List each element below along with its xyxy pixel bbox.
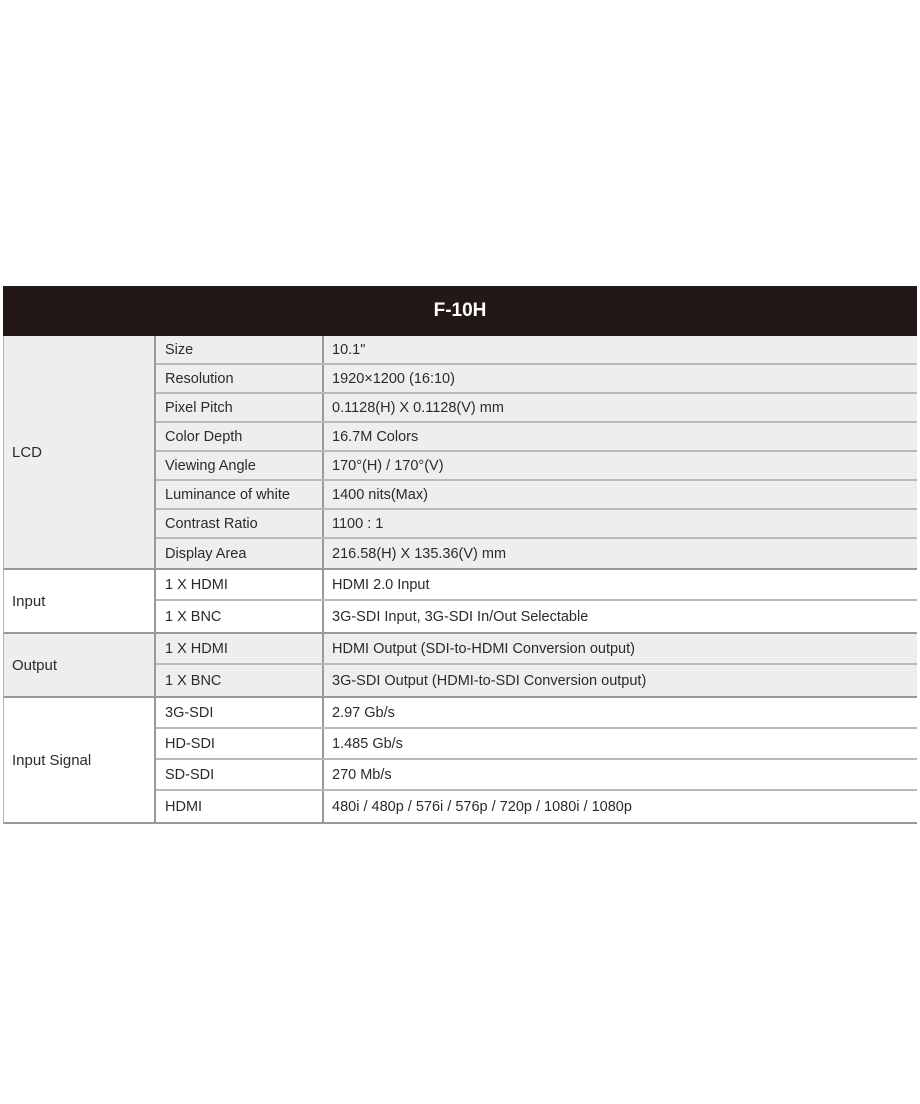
table-row	[156, 665, 917, 696]
spec-value: 1920×1200 (16:10)	[332, 370, 455, 387]
spec-value: 3G-SDI Input, 3G-SDI In/Out Selectable	[332, 608, 589, 625]
table-row	[156, 510, 917, 539]
group-output	[3, 634, 917, 698]
spec-value: 2.97 Gb/s	[332, 704, 395, 721]
spec-value: 1100 : 1	[332, 515, 384, 532]
spec-key: HD-SDI	[156, 729, 324, 758]
spec-value: 216.58(H) X 135.36(V) mm	[332, 545, 507, 562]
table-row	[156, 481, 917, 510]
spec-value: 1400 nits(Max)	[332, 486, 428, 503]
table-row	[156, 729, 917, 760]
spec-key: 1 X HDMI	[156, 570, 324, 599]
group-label: Input	[4, 570, 156, 632]
spec-value: 1.485 Gb/s	[332, 735, 403, 752]
group-label: Input Signal	[4, 698, 156, 822]
group-label: LCD	[4, 336, 156, 568]
table-row	[156, 760, 917, 791]
table-row	[156, 336, 917, 365]
table-row	[156, 452, 917, 481]
spec-value: HDMI 2.0 Input	[332, 576, 430, 593]
group-input-signal	[3, 698, 917, 824]
table-row	[156, 698, 917, 729]
spec-key: Resolution	[156, 365, 324, 392]
spec-value: 270 Mb/s	[332, 766, 392, 783]
spec-table	[3, 286, 917, 824]
table-row	[156, 394, 917, 423]
table-row	[156, 539, 917, 568]
spec-value: HDMI Output (SDI-to-HDMI Conversion output)	[332, 640, 635, 657]
table-row	[156, 601, 917, 632]
spec-value: 3G-SDI Output (HDMI-to-SDI Conversion output)	[332, 672, 647, 689]
spec-key: Contrast Ratio	[156, 510, 324, 537]
spec-key: Size	[156, 336, 324, 363]
spec-value: 0.1128(H) X 0.1128(V) mm	[332, 399, 504, 416]
spec-key: Luminance of white	[156, 481, 324, 508]
spec-key: 1 X BNC	[156, 601, 324, 632]
table-row	[156, 365, 917, 394]
spec-key: Color Depth	[156, 423, 324, 450]
spec-key: SD-SDI	[156, 760, 324, 789]
spec-value: 16.7M Colors	[332, 428, 419, 445]
spec-key: Display Area	[156, 539, 324, 568]
group-label: Output	[4, 634, 156, 696]
spec-key: 3G-SDI	[156, 698, 324, 727]
group-lcd	[3, 336, 917, 570]
spec-value: 10.1"	[332, 341, 366, 358]
table-row	[156, 634, 917, 665]
spec-key: 1 X BNC	[156, 665, 324, 696]
table-title: F-10H	[3, 286, 917, 336]
spec-value: 480i / 480p / 576i / 576p / 720p / 1080i / 1080p	[332, 798, 632, 815]
spec-key: Viewing Angle	[156, 452, 324, 479]
table-row	[156, 570, 917, 601]
spec-key: Pixel Pitch	[156, 394, 324, 421]
group-input	[3, 570, 917, 634]
spec-key: HDMI	[156, 791, 324, 822]
table-row	[156, 791, 917, 822]
spec-key: 1 X HDMI	[156, 634, 324, 663]
spec-value: 170°(H) / 170°(V)	[332, 457, 444, 474]
table-row	[156, 423, 917, 452]
